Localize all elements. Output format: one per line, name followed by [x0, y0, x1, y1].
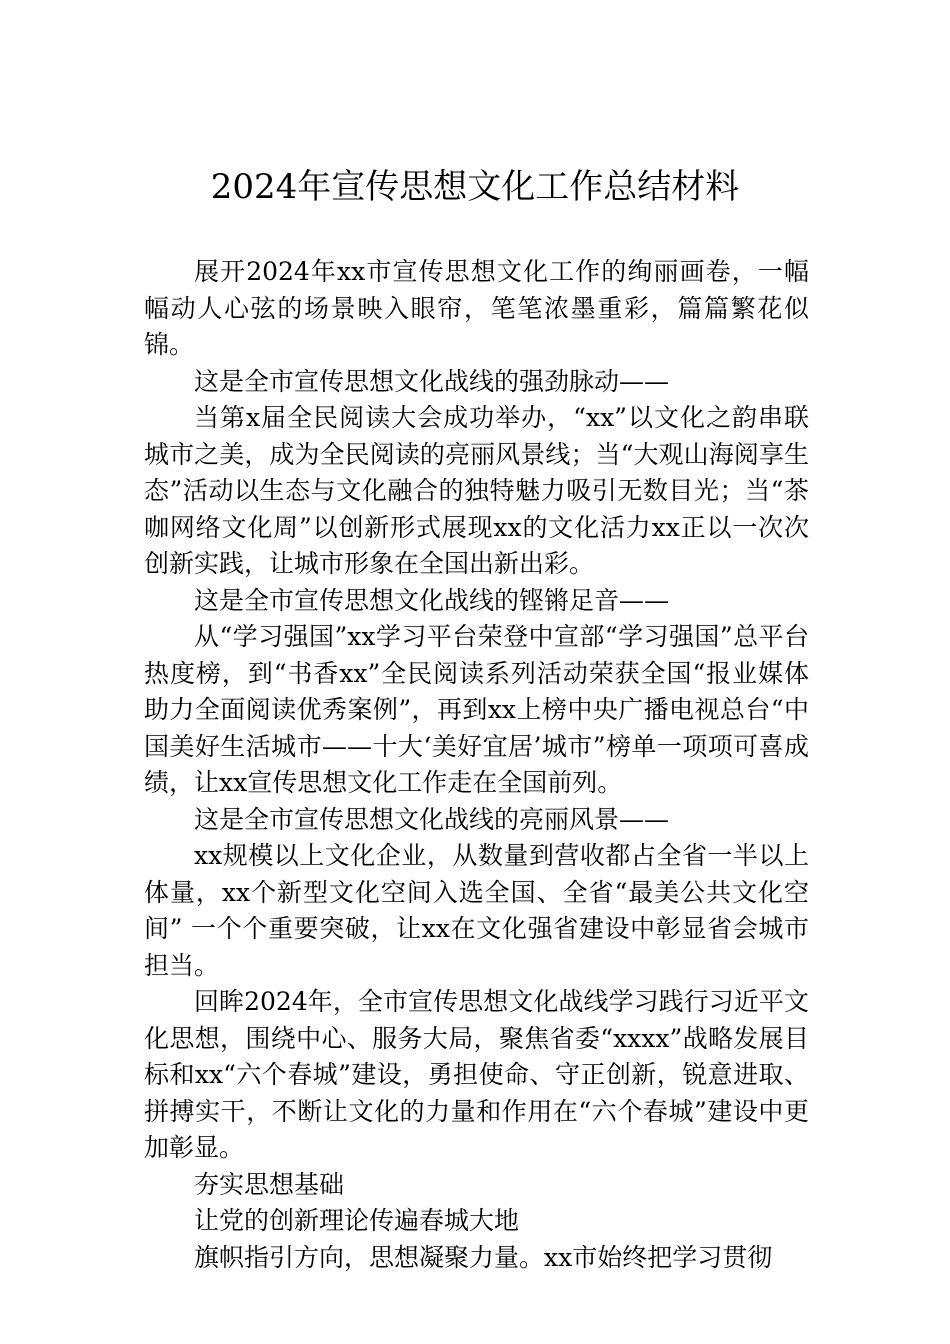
paragraph-review-2024: 回眸2024年，全市宣传思想文化战线学习践行习近平文化思想，围绕中心、服务大局，聚焦省委“xxxx”战略发展目标和xx“六个春城”建设，勇担使命、守正创新，锐意进取、拼搏实干，不断让文化的力量和作用在“六个春城”建设中更加彰显。: [144, 987, 809, 1162]
paragraph-section-text: 旗帜指引方向，思想凝聚力量。xx市始终把学习贯彻: [194, 1242, 773, 1272]
paragraph-section-heading: 夯实思想基础: [194, 1169, 345, 1199]
paragraph-intro: 展开2024年xx市宣传思想文化工作的绚丽画卷，一幅幅动人心弦的场景映入眼帘，笔笔浓墨重彩，篇篇繁花似锦。: [144, 257, 809, 359]
paragraph-heading-scenery: 这是全市宣传思想文化战线的亮丽风景——: [194, 804, 670, 834]
document-body: [144, 254, 809, 1276]
paragraph-achievements: 从“学习强国”xx学习平台荣登中宣部“学习强国”总平台热度榜，到“书香xx”全民阅读系列活动荣获全国“报业媒体助力全面阅读优秀案例”，再到xx上榜中央广播电视总台“中国美好生活城市——十大‘美好宜居’城市”榜单一项项可喜成绩，让xx宣传思想文化工作走在全国前列。: [144, 622, 809, 797]
paragraph-section-subheading: 让党的创新理论传遍春城大地: [194, 1206, 520, 1235]
paragraph-culture-enterprises: xx规模以上文化企业，从数量到营收都占全省一半以上体量，xx个新型文化空间入选全国、全省“最美公共文化空间” 一个个重要突破，让xx在文化强省建设中彰显省会城市担当。: [144, 841, 809, 980]
paragraph-reading-events: 当第x届全民阅读大会成功举办，“xx”以文化之韵串联城市之美，成为全民阅读的亮丽风景线；当“大观山海阅享生态”活动以生态与文化融合的独特魅力吸引无数目光；当“茶咖网络文化周”以创新形式展现xx的文化活力xx正以一次次创新实践，让城市形象在全国出新出彩。: [144, 403, 809, 578]
paragraph-heading-pulse: 这是全市宣传思想文化战线的强劲脉动——: [194, 366, 670, 396]
paragraph-heading-footsteps: 这是全市宣传思想文化战线的铿锵足音——: [194, 585, 670, 615]
document-title: 2024年宣传思想文化工作总结材料: [210, 167, 740, 207]
